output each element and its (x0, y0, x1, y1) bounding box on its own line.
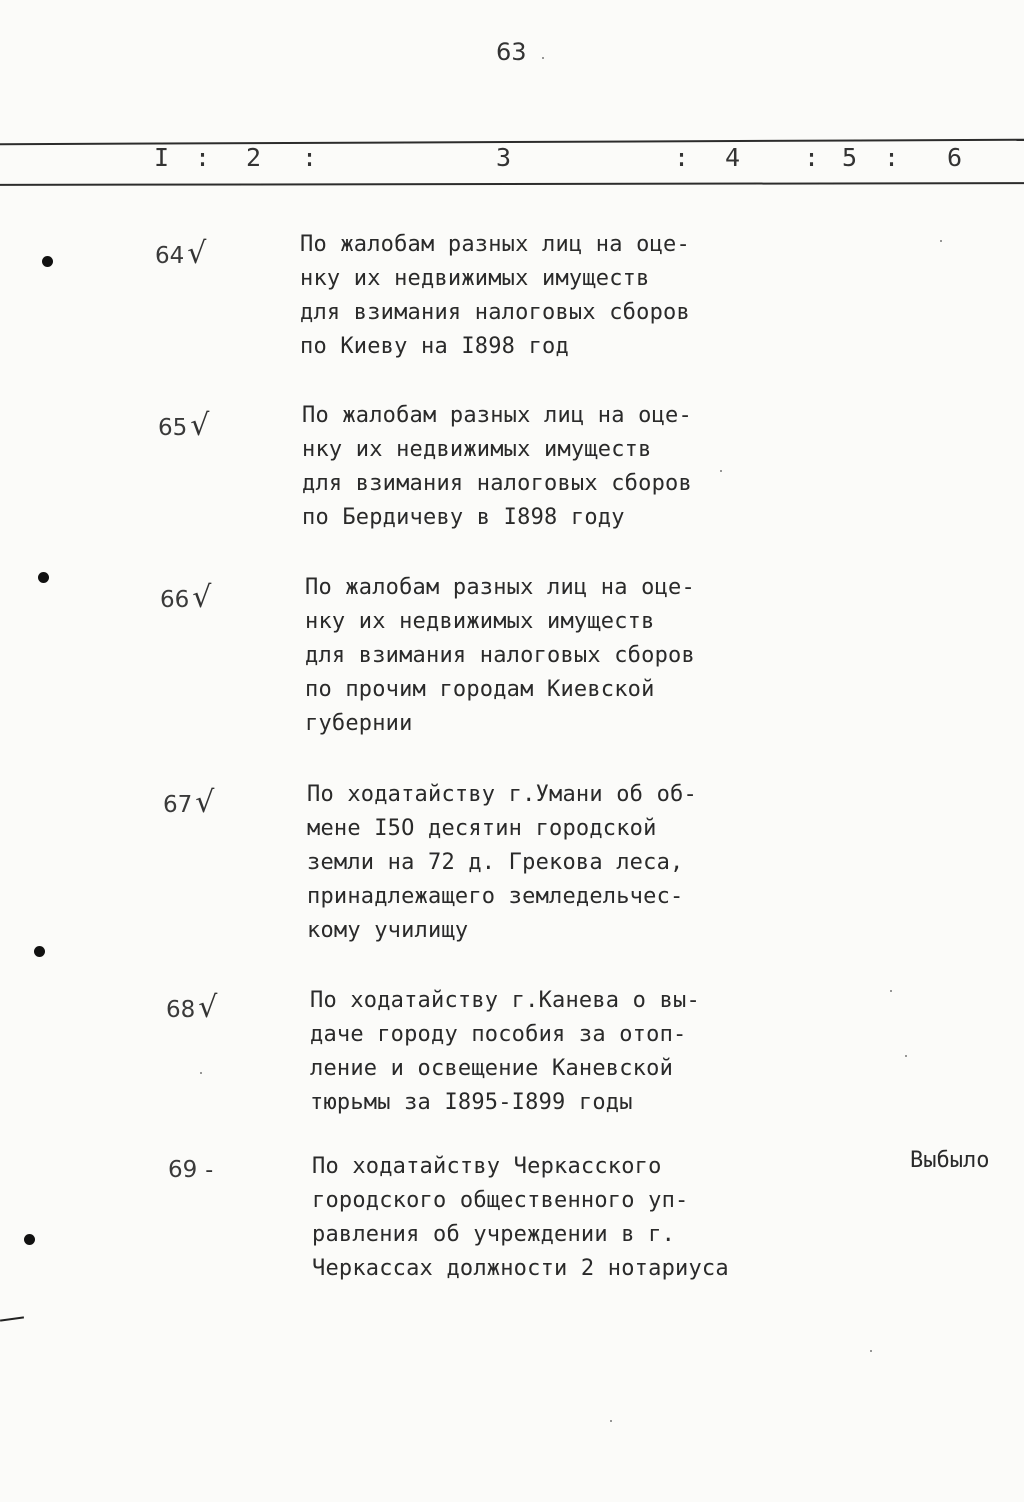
entry-line: по прочим городам Киевской (305, 677, 655, 702)
entry-line: нку их недвижимых имуществ (300, 266, 650, 291)
check-mark-icon: √ (187, 236, 207, 271)
entry-number-value: 69 (168, 1157, 198, 1183)
punch-hole (42, 256, 53, 267)
page-number: 63 (496, 38, 527, 66)
entry-line: нку их недвижимых имуществ (305, 609, 655, 634)
entry-number-value: 66 (160, 587, 190, 613)
entry-number (160, 580, 211, 615)
entry-line: принадлежащего земледельчес- (307, 884, 684, 909)
entry-line: земли на 72 д. Грекова леса, (307, 850, 684, 875)
table-rule-bottom (0, 182, 1024, 186)
col-head-3: 3 (496, 143, 512, 172)
col-head-2: 2 (246, 143, 262, 172)
entry-number (166, 990, 217, 1025)
entry-text (312, 1150, 752, 1286)
col-head-4: 4 (725, 143, 741, 172)
entry-line: мене I5O десятин городской (307, 816, 657, 841)
entry-line: По жалобам разных лиц на оце- (302, 403, 692, 428)
entry-note: Выбыло (910, 1148, 990, 1173)
check-mark-icon: √ (190, 408, 210, 443)
entry-number-value: 68 (166, 997, 196, 1023)
dash-mark: - (205, 1158, 214, 1183)
entry-line: для взимания налоговых сборов (305, 643, 695, 668)
entry-text (307, 778, 747, 948)
entry-line: тюрьмы за I895-I899 годы (310, 1090, 633, 1115)
punch-hole (38, 572, 49, 583)
margin-mark (0, 1316, 24, 1321)
scan-speck (542, 57, 544, 59)
entry-text (302, 399, 742, 535)
entry-text (300, 228, 740, 364)
entry-line: По жалобам разных лиц на оце- (300, 232, 690, 257)
entry-line: губернии (305, 711, 413, 736)
entry-line: По ходатайству г.Умани об об- (307, 782, 697, 807)
entry-number (168, 1157, 213, 1183)
entry-line: По ходатайству Черкасского (312, 1154, 662, 1179)
punch-hole (24, 1234, 35, 1245)
entry-number (158, 408, 209, 443)
scan-speck (720, 470, 722, 472)
entry-text (305, 571, 745, 741)
col-separator: : (804, 143, 820, 172)
entry-line: даче городу пособия за отоп- (310, 1022, 687, 1047)
scan-speck (940, 240, 942, 242)
entry-line: для взимания налоговых сборов (300, 300, 690, 325)
entry-number-value: 67 (163, 792, 193, 818)
entry-line: Черкассах должности 2 нотариуса (312, 1256, 729, 1281)
entry-number (155, 236, 206, 271)
check-mark-icon: √ (198, 990, 218, 1025)
entry-line: городского общественного уп- (312, 1188, 689, 1213)
scan-speck (905, 1055, 907, 1057)
entry-line: по Бердичеву в I898 году (302, 505, 625, 530)
col-head-1: I (154, 143, 170, 172)
entry-line: По жалобам разных лиц на оце- (305, 575, 695, 600)
scan-speck (890, 990, 892, 992)
col-separator: : (302, 143, 318, 172)
entry-line: По ходатайству г.Канева о вы- (310, 988, 700, 1013)
entry-line: равления об учреждении в г. (312, 1222, 676, 1247)
entry-line: по Киеву на I898 год (300, 334, 569, 359)
entry-line: кому училищу (307, 918, 469, 943)
entry-text (310, 984, 750, 1120)
col-head-6: 6 (947, 143, 963, 172)
entry-line: для взимания налоговых сборов (302, 471, 692, 496)
entry-line: нку их недвижимых имуществ (302, 437, 652, 462)
scan-speck (200, 1072, 202, 1074)
col-separator: : (674, 143, 690, 172)
entry-number (163, 785, 214, 820)
col-separator: : (884, 143, 900, 172)
entry-number-value: 65 (158, 415, 188, 441)
entry-line: ление и освещение Каневской (310, 1056, 674, 1081)
scan-speck (870, 1350, 872, 1352)
col-separator: : (195, 143, 211, 172)
check-mark-icon: √ (192, 580, 212, 615)
col-head-5: 5 (842, 143, 858, 172)
check-mark-icon: √ (195, 785, 215, 820)
scan-speck (610, 1420, 612, 1422)
punch-hole (34, 946, 45, 957)
entry-number-value: 64 (155, 243, 185, 269)
